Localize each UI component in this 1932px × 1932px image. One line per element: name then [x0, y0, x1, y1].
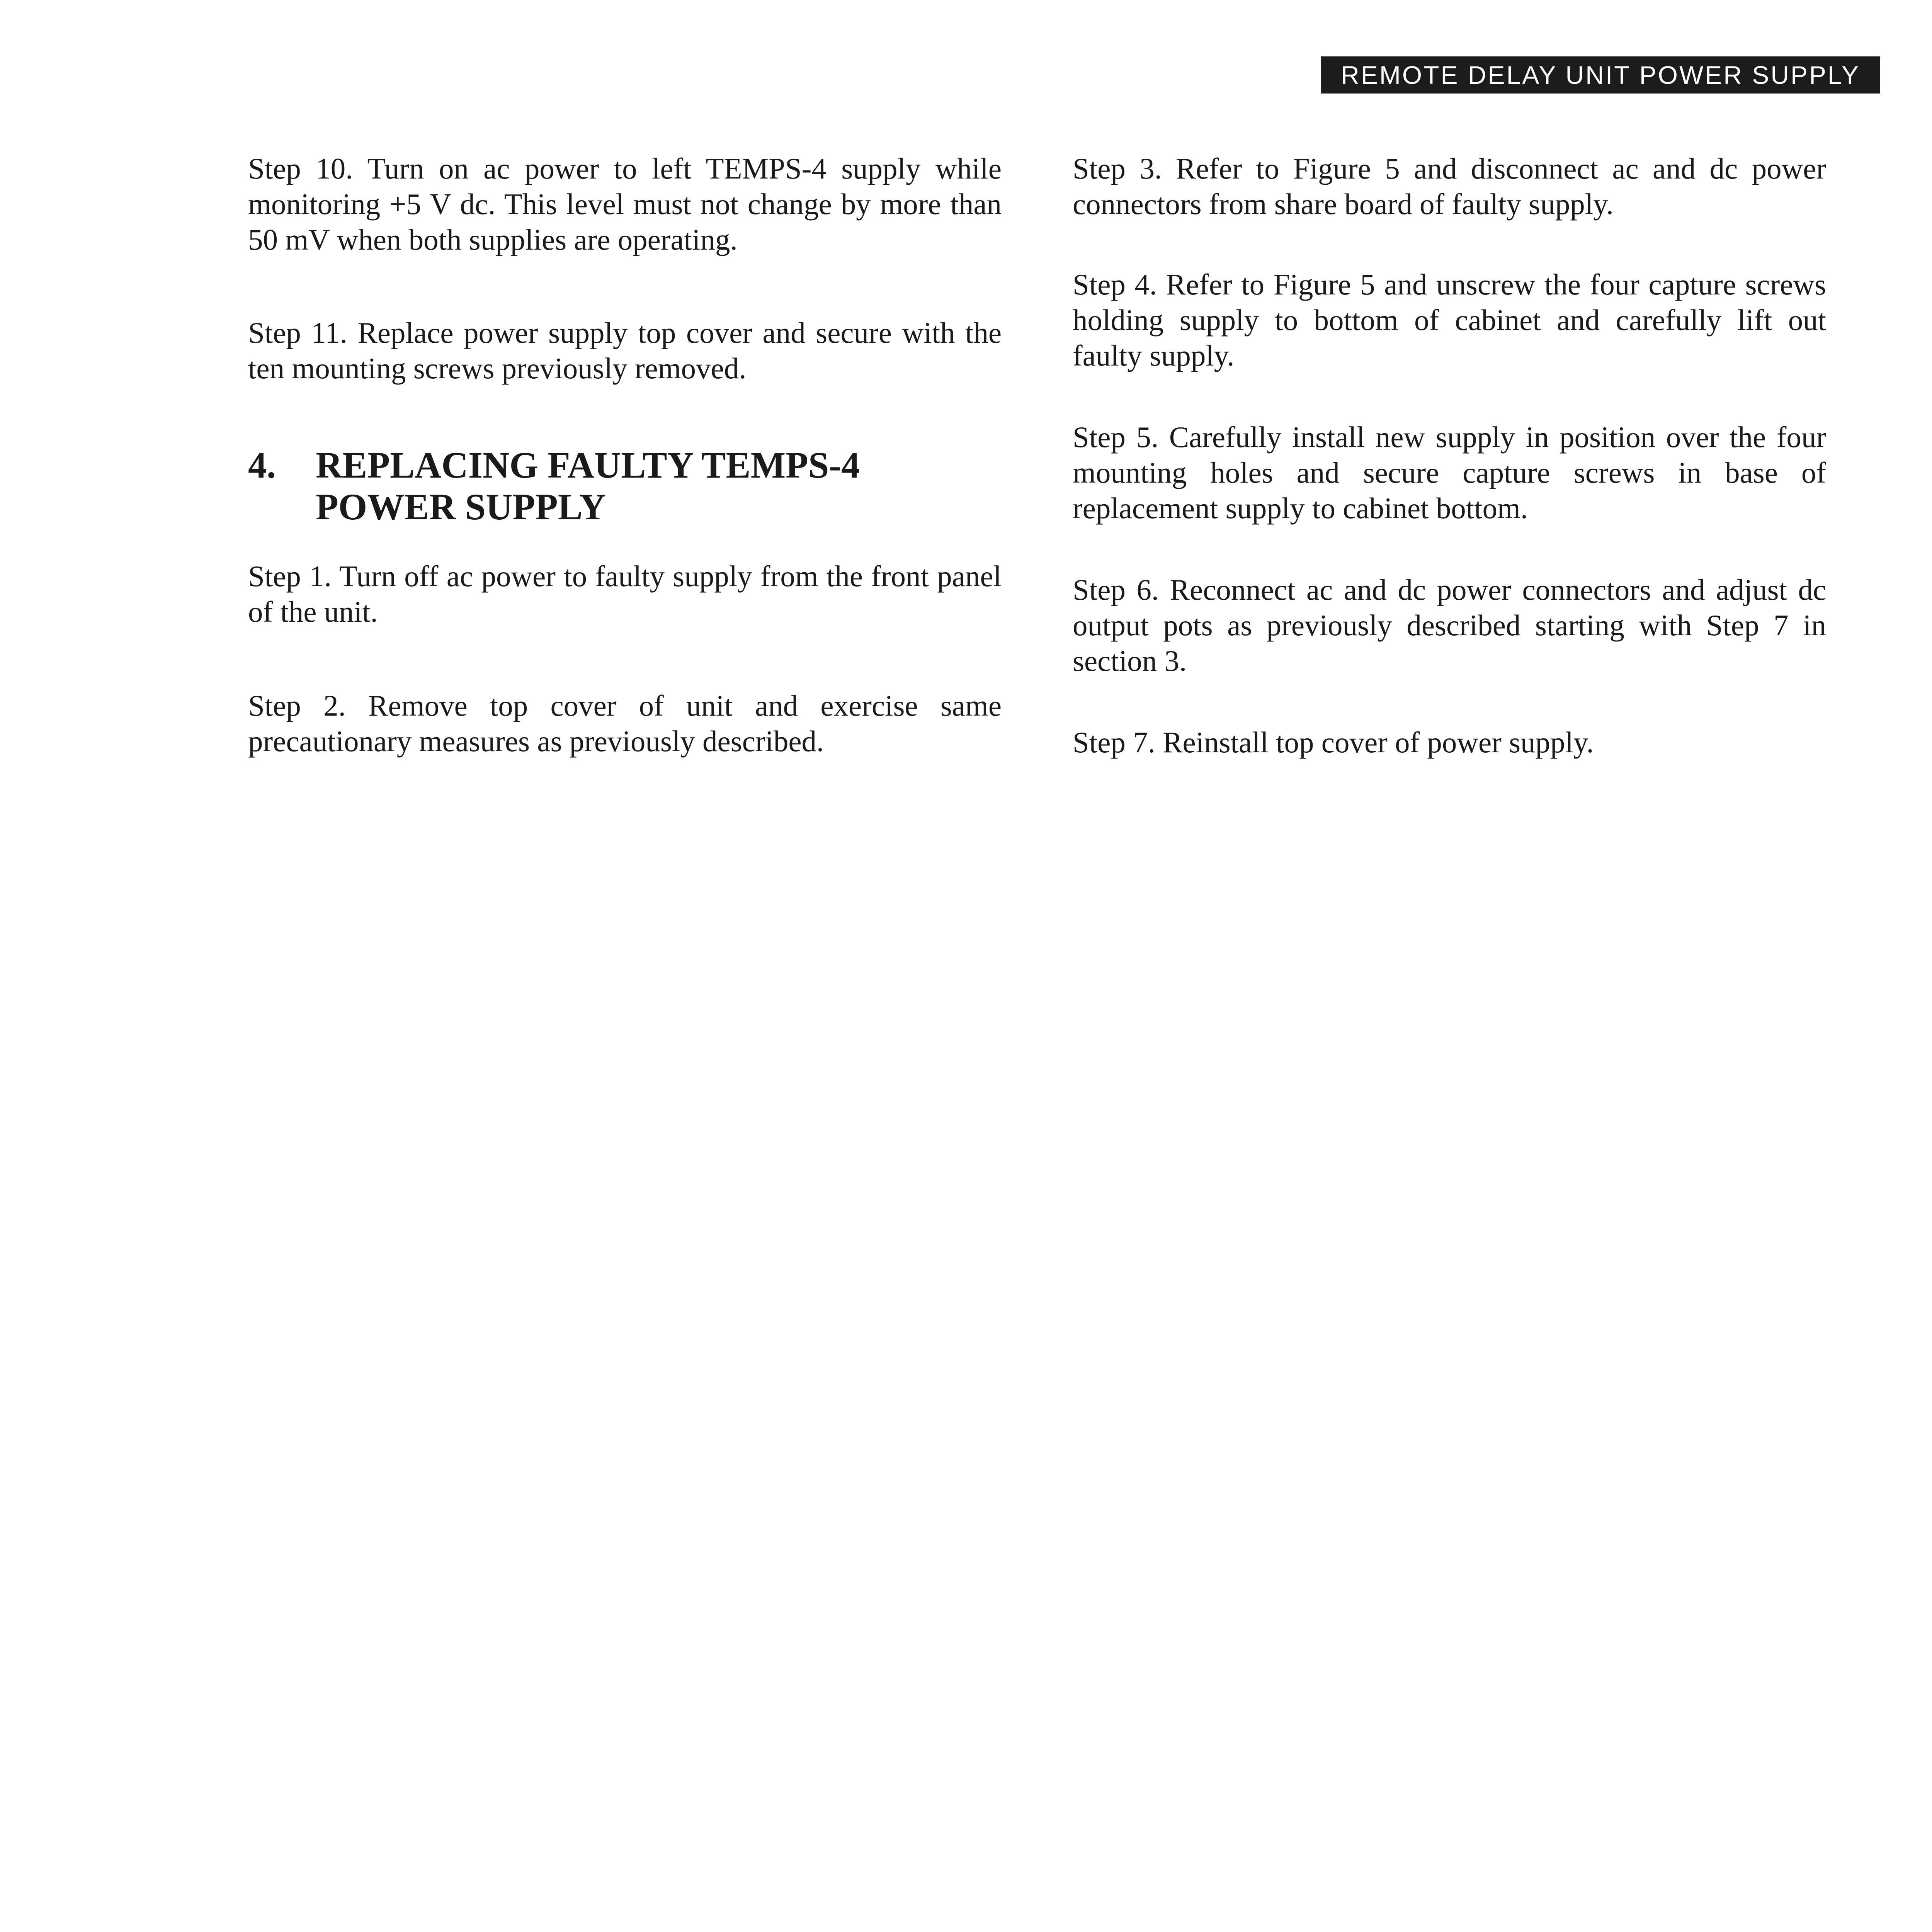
step-4-paragraph: Step 4. Refer to Figure 5 and unscrew the four capture screws holding supply to bottom of cabinet and carefully lift out faulty supply.	[1073, 268, 1826, 372]
section-number: 4.	[248, 444, 276, 486]
step-10-paragraph: Step 10. Turn on ac power to left TEMPS-4 supply while monitoring +5 V dc. This level must not change by more than 50 mV when both supplies are operating.	[248, 152, 1002, 256]
section-title: REPLACING FAULTY TEMPS-4 POWER SUPPLY	[316, 444, 860, 527]
header-banner: REMOTE DELAY UNIT POWER SUPPLY	[1321, 56, 1880, 94]
step-7-paragraph: Step 7. Reinstall top cover of power supply.	[1073, 726, 1594, 759]
step-5-paragraph: Step 5. Carefully install new supply in position over the four mounting holes and secure capture screws in base of replacement supply to cabinet bottom.	[1073, 420, 1826, 525]
step-6-paragraph: Step 6. Reconnect ac and dc power connectors and adjust dc output pots as previously described starting with Step 7 in section 3.	[1073, 573, 1826, 677]
step-2-paragraph: Step 2. Remove top cover of unit and exercise same precautionary measures as previously described.	[248, 689, 1002, 758]
section-heading	[248, 444, 1002, 528]
step-11-paragraph: Step 11. Replace power supply top cover and secure with the ten mounting screws previously removed.	[248, 316, 1002, 385]
step-3-paragraph: Step 3. Refer to Figure 5 and disconnect ac and dc power connectors from share board of faulty supply.	[1073, 152, 1826, 221]
step-1-paragraph: Step 1. Turn off ac power to faulty supply from the front panel of the unit.	[248, 560, 1002, 628]
